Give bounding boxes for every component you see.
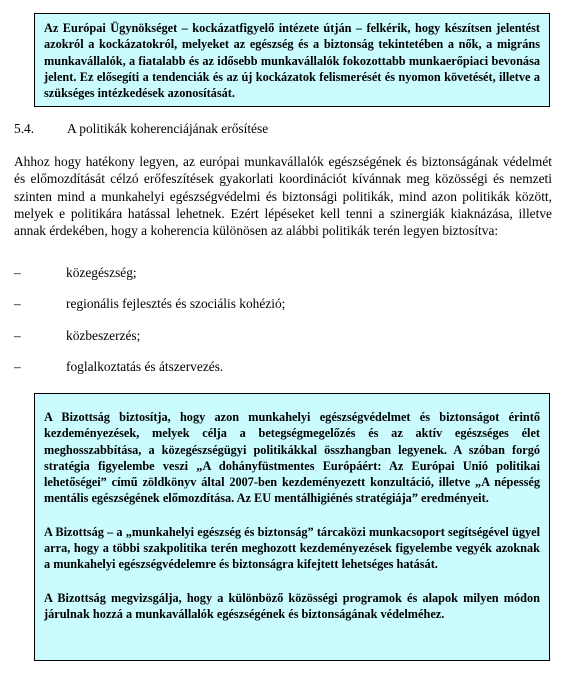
list-bullet: – xyxy=(14,296,21,311)
list-item xyxy=(14,358,534,375)
bottom-box-paragraph: A Bizottság megvizsgálja, hogy a különböző közösségi programok és alapok milyen módon járulnak hozzá a munkavállalók egészségének és biztonságának védelméhez. xyxy=(44,590,540,621)
bottom-box-paragraph: A Bizottság biztosítja, hogy azon munkahelyi egészségvédelmet és biztonságot érintő kezdeményezések, melyek célja a betegségmegelőzés és az aktív egészséges élet meghosszabbítása, a közegészségügyi politikákkal összhangban legyenek. A szóban forgó stratégia figyelembe veszi „A dohányfüstmentes Európáért: Az Európai Unió politikai lehetőségei” című zöldkönyv által 2007-ben kezdeményezett konzultáció, illetve „A népesség mentális egészségének előmozdítása. Az EU mentálhigiénés stratégiája” eredményeit. xyxy=(44,410,540,506)
list-item xyxy=(14,264,534,281)
section-title: A politikák koherenciájának erősítése xyxy=(67,121,269,136)
list-bullet: – xyxy=(14,265,21,280)
highlight-box-bottom xyxy=(34,393,550,661)
list-item-text: foglalkoztatás és átszervezés. xyxy=(66,359,224,374)
list-item-text: közegészség; xyxy=(66,265,137,280)
section-number: 5.4. xyxy=(14,121,35,136)
list-item-text: regionális fejlesztés és szociális kohézió; xyxy=(66,296,286,311)
list-item-text: közbeszerzés; xyxy=(66,328,141,343)
highlight-box-top xyxy=(34,13,550,107)
list-bullet: – xyxy=(14,328,21,343)
list-item xyxy=(14,327,534,344)
list-bullet: – xyxy=(14,359,21,374)
list-item xyxy=(14,295,534,312)
top-box-text: Az Európai Ügynökséget – kockázatfigyelő intézete útján – felkérik, hogy készítsen jelentést azokról a kockázatokról, melyeket az egészség és a biztonság tekintetében a nők, a migráns munkavállalók, a fiatalabb és az idősebb munkavállalók fokozottabb munkaerőpiaci bevonása jelent. Ez elősegíti a tendenciák és az új kockázatok felismerését és nyomon követését, illetve a szükséges intézkedések azonosítását. xyxy=(44,21,540,101)
bottom-box-paragraph: A Bizottság – a „munkahelyi egészség és biztonság” tárcaközi munkacsoport segítségével ügyel arra, hogy a többi szakpolitika terén meghozott kezdeményezések figyelembe vegyék azoknak a munkahelyi egészségvédelemre és biztonságra kifejtett lehetséges hatását. xyxy=(44,524,540,572)
section-heading xyxy=(14,120,268,137)
body-paragraph: Ahhoz hogy hatékony legyen, az európai munkavállalók egészségének és biztonságának védelmét és előmozdítását célzó erőfeszítések gyakorlati koordinációt kívánnak meg közösségi és nemzeti szinten mind a munkahelyi egészségvédelmi és biztonsági politikák, mind azon politikák között, melyek e politikára hatással lehetnek. Ezért lépéseket kell tenni a szinergiák kiaknázása, illetve annak érdekében, hogy a koherencia különösen az alábbi politikák terén legyen biztosítva: xyxy=(14,154,552,239)
